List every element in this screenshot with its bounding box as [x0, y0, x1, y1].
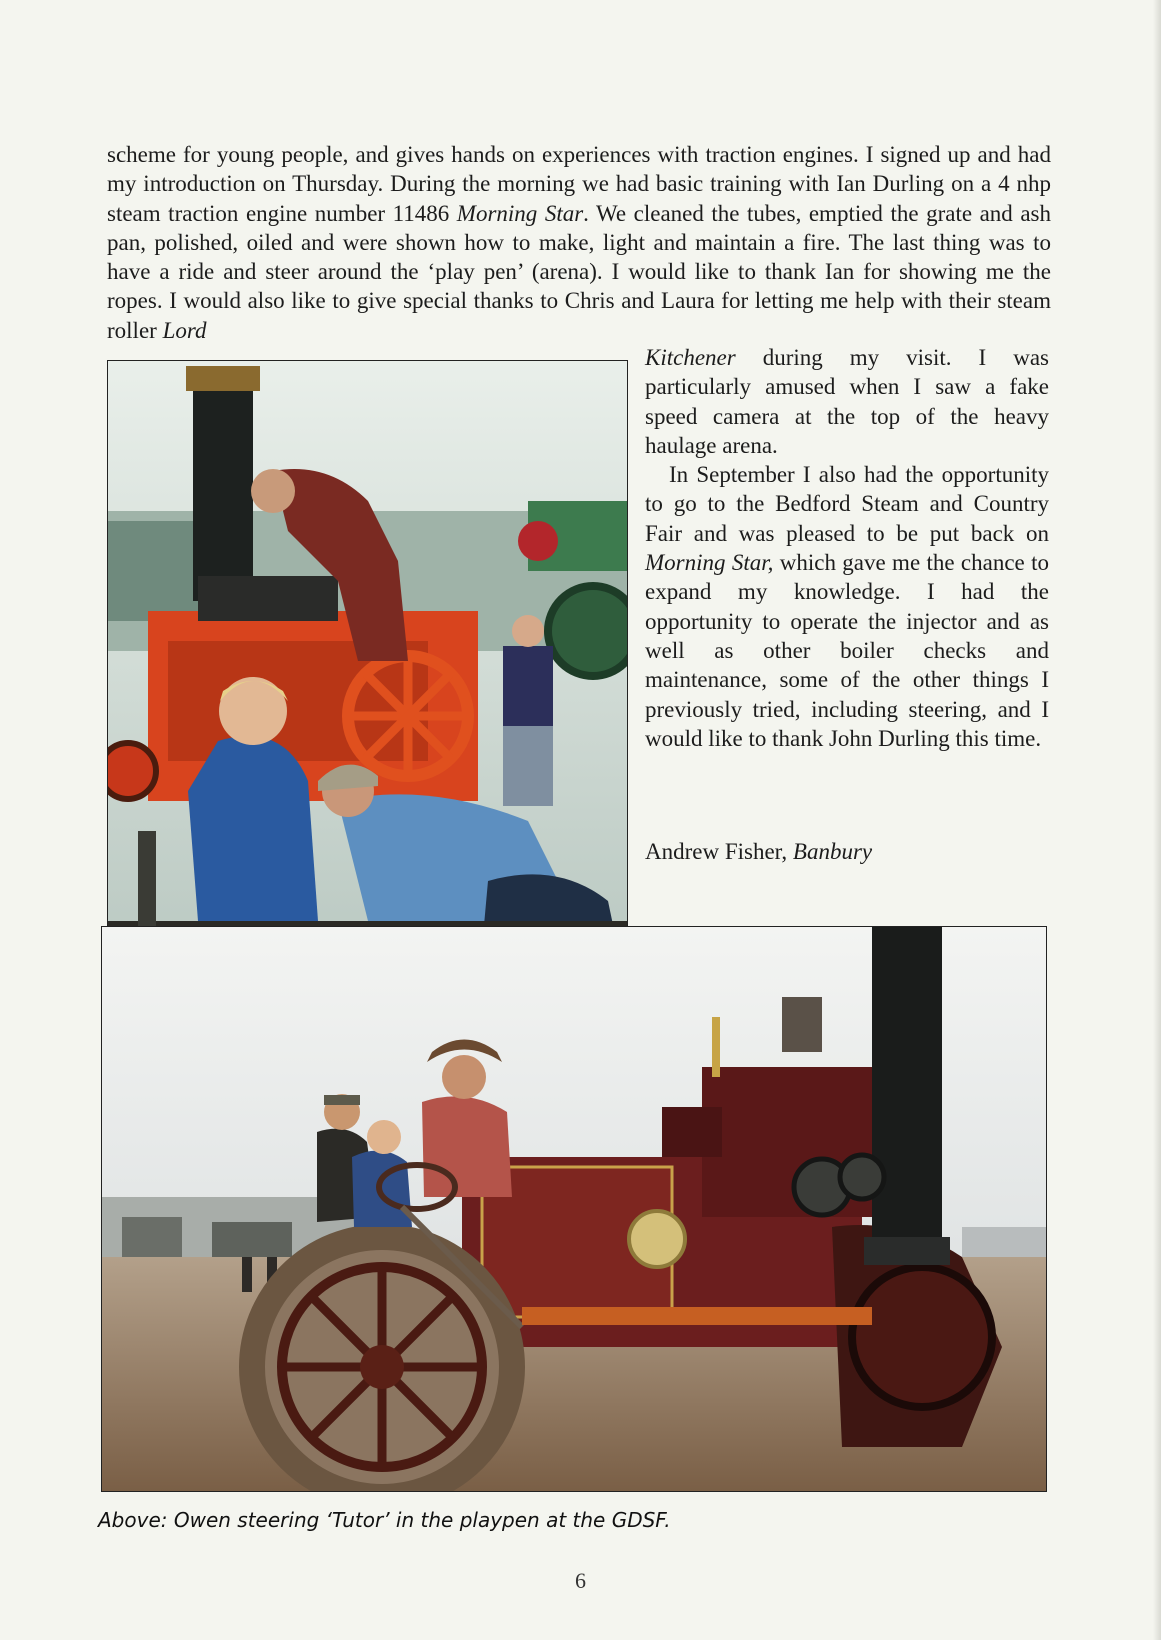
para2-engine-name: Morning Star,	[645, 550, 774, 576]
photo-1-illustration	[108, 361, 627, 992]
photo-2-illustration	[102, 927, 1046, 1491]
para2-text-cont: which gave me the chance to expand my knowledge. I had the opportunity to operate the injector and as well as other boiler checks and maintenance, some of the other things I previously tried, including steering, and I would like to thank John Durling this time.	[645, 550, 1049, 751]
author-name: Andrew Fisher,	[645, 839, 793, 864]
para1-text-cont: . We cleaned the tubes, emptied the grate and ash pan, polished, oiled and were shown how to make, light and maintain a fire. The last thing was to have a ride and steer around the ‘play pen’ (arena). I would like to thank Ian for showing me the ropes. I would also like to give special thanks to Chris and Laura for letting me help with their steam roller	[107, 200, 1051, 343]
photo-working-on-tutor	[107, 360, 628, 993]
para1-engine-name: Morning Star	[456, 200, 584, 226]
author-place: Banbury	[792, 839, 873, 864]
body-right-column	[645, 343, 1049, 753]
caption-photo-2: Above: Owen steering ‘Tutor’ in the playpen at the GDSF.	[98, 1508, 671, 1532]
page-edge-shadow	[1153, 0, 1161, 1640]
roller-name-cont: Kitchener	[645, 345, 736, 370]
page-number: 6	[575, 1568, 586, 1593]
para1-text: scheme for young people, and gives hands on experiences with traction engines. I signed up and had my introduction on Thursday. During the morning we had basic training with Ian Durling on a 4 nhp steam traction engine number 11486	[107, 142, 1051, 226]
para1-tail: during my visit. I was particularly amused when I saw a fake speed camera at the top of the heavy haulage arena.	[645, 345, 1049, 458]
para2-text: In September I also had the opportunity to go to the Bedford Steam and Country Fair and was pleased to be put back on	[645, 462, 1049, 546]
author-signoff	[645, 839, 872, 865]
body-paragraph-1	[107, 140, 1051, 345]
body-paragraph-2	[645, 460, 1049, 753]
photo-steering-tutor	[101, 926, 1047, 1492]
paragraph-1-end	[645, 343, 1049, 460]
para1-roller-name: Lord	[162, 317, 207, 343]
